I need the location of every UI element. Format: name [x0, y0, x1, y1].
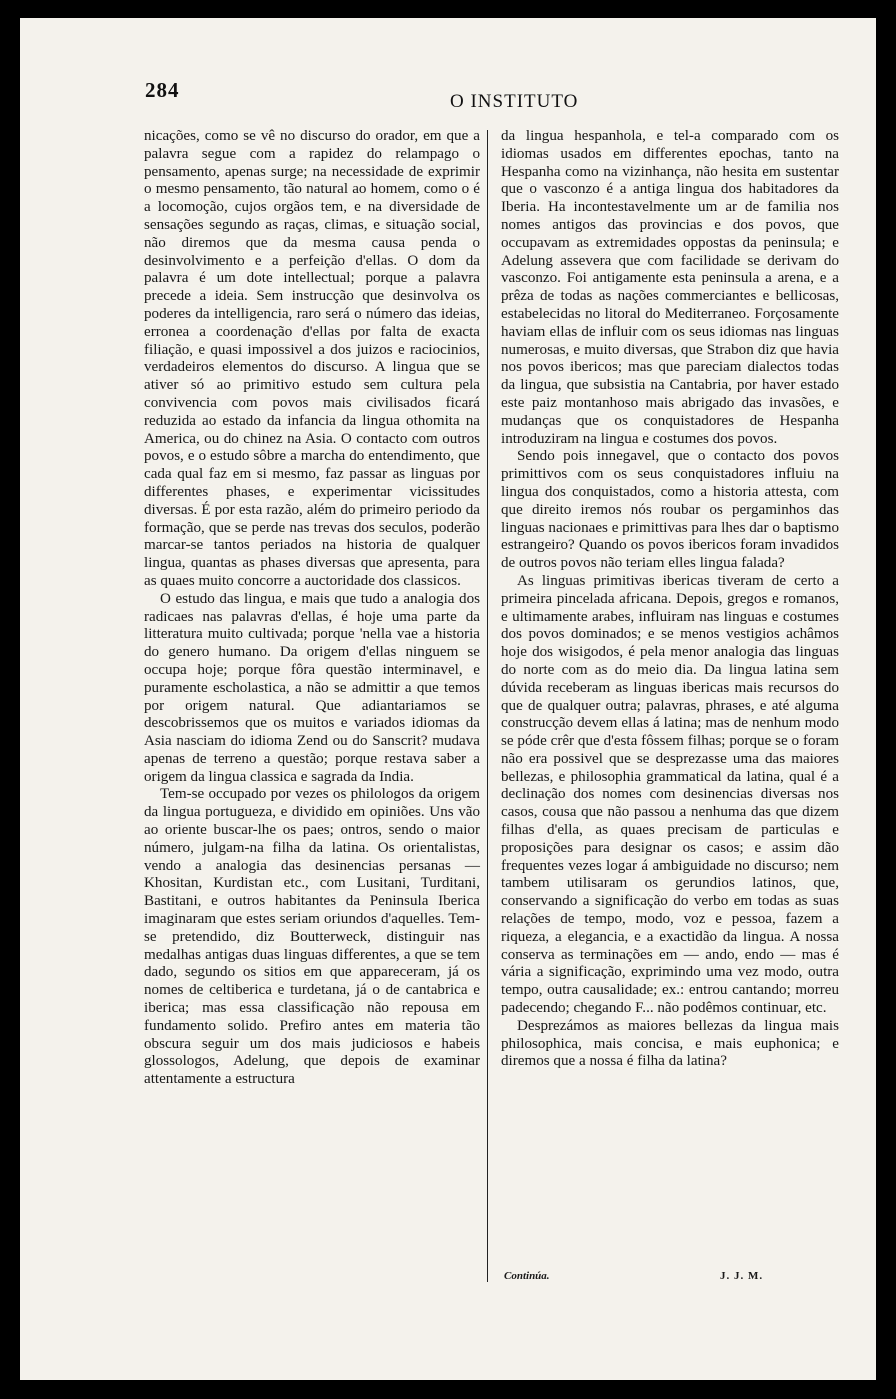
left-column — [144, 128, 480, 1380]
page-number: 284 — [145, 78, 180, 102]
left-paragraph-3: Tem-se occupado por vezes os philologos da origem da lingua portugueza, e dividido em opiniões. Uns vão ao oriente buscar-lhe os paes; ontros, sendo o maior número, julgam-na filha da latina. Os orientalistas, vendo a analogia das desinencias persanas — Khositan, Kurdistan etc., com Lusitani, Turditani, Bastitani, e outros habitantes da Peninsula Iberica imaginaram que estes seriam oriundos d'aquelles. Tem-se pretendido, diz Boutterweck, distinguir nas medalhas antigas duas linguas differentes, a que se tem dado, segundo os sitios em que appareceram, já os nomes de celtiberica e turdetana, já o de cantabrica e iberica; mas essa classificação não repousa em fundamento solido. Prefiro antes em materia tão obscura seguir um dos mais judiciosos e habeis glossologos, Adelung, que depois de examinar attentamente a estructura — [144, 786, 480, 1088]
right-column — [501, 128, 839, 1380]
continued-note: Continúa. — [504, 1270, 550, 1282]
column-divider — [487, 130, 488, 1282]
author-initials: J. J. M. — [720, 1270, 764, 1282]
right-paragraph-4: Desprezámos as maiores bellezas da lingua mais philosophica, mais concisa, e mais euphonica; e diremos que a nossa é filha da latina? — [501, 1017, 839, 1070]
left-paragraph-1: nicações, como se vê no discurso do orador, em que a palavra segue com a rapidez do relampago o pensamento, apenas surge; na necessidade de exprimir o mesmo pensamento, tão natural ao homem, como o é a locomoção, cujos orgãos tem, e na diversidade de sensações segundo as raças, climas, e situação social, não diremos que da mesma causa penda o desinvolvimento e a perfeição d'ellas. O dom da palavra é um dote intellectual; porque a palavra precede a ideia. Sem instrucção que desinvolva os poderes da intelligencia, raro será o número das ideias, erronea a coordenação d'ellas por falta de exacta filiação, e quasi impossivel a dos juizos e raciocinios, verdadeiros elementos do discurso. A lingua que se ativer só ao primitivo estudo sem cultura pela convivencia com povos mais civilisados ficará reduzida ao estado da infancia da lingua othomita na America, ou do chinez na Asia. O contacto com outros povos, e o estudo sôbre a marcha do entendimento, que cada qual faz em si mesmo, faz passar as linguas por differentes phases, e experimentar vicissitudes diversas. É por esta razão, além do primeiro periodo da formação, que se perde nas trevas dos seculos, poderão marcar-se tantos periados na historia de qualquer lingua, quantas as phases diversas que apresenta, para as quaes muito concorre a auctoridade dos classicos. — [144, 128, 480, 589]
right-paragraph-3: As linguas primitivas ibericas tiveram de certo a primeira pincelada africana. Depois, gregos e romanos, e ultimamente arabes, influiram nas linguas e costumes dos povos dominados; e se menos vestigios achâmos hoje dos wisigodos, é pela menor analogia das linguas do norte com as do meio dia. Da lingua latina sem dúvida receberam as linguas ibericas mais recursos do que de qualquer outra; palavras, phrases, e até alguma construcção devem ellas á latina; mas de nenhum modo se póde crêr que d'esta fôssem filhas; porque se o foram não era possivel que se desprezasse uma das maiores bellezas, e philosophia grammatical da latina, qual é a declinação dos nomes com desinencias diversas nos casos, cousa que não passou a nenhuma das que dizem filhas d'ella, as quaes precisam de particulas e proposições para designar os casos; e assim dão frequentes vezes logar á ambiguidade no discurso; nem tambem utilisaram os gerundios latinos, que, conservando a significação do verbo em todas as suas relações de tempo, modo, voz e pessoa, fazem a riqueza, a elegancia, e a exactidão da lingua. A nossa conserva as terminações em — ando, endo — mas é vária a significação, exprimindo uma vez modo, outra tempo, outra causalidade; ex.: entrou cantando; morreu padecendo; chegando F... não podêmos continuar, etc. — [501, 572, 839, 1017]
running-title: O INSTITUTO — [450, 91, 579, 112]
right-paragraph-2: Sendo pois innegavel, que o contacto dos povos primittivos com os seus conquistadores influiu na lingua dos conquistados, como a historia attesta, com que direito iremos nós roubar os pergaminhos das linguas nacionaes e primittivas para lhes dar o baptismo estrangeiro? Quando os povos ibericos foram invadidos de outros povos não teriam elles lingua falada? — [501, 448, 839, 572]
right-paragraph-1: da lingua hespanhola, e tel-a comparado com os idiomas usados em differentes epochas, tanto na Hespanha como na vizinhança, não hesita em sustentar que o vasconzo é a antiga lingua dos habitadores da Iberia. Ha incontestavelmente um ar de familia nos nomes antigos das provincias e dos povos, que occupavam as extremidades oppostas da peninsula; e Adelung assevera que com facilidade se derivam do vasconzo. Foi antigamente esta peninsula a arena, e a prêza de todas as nações commerciantes e bellicosas, estabelecidas no litoral do Mediterraneo. Forçosamente haviam ellas de influir com os seus idiomas nas linguas numerosas, e muito diversas, que Strabon diz que havia nos povos ibericos; mas que pareciam dialectos todas da lingua, que subsistia na Cantabria, por haver estado este paiz montanhoso mais abrigado das invasões, e mudanças que os conquistadores de Hespanha introduziram na lingua e costumes dos povos. — [501, 128, 839, 447]
journal-page — [20, 18, 876, 1380]
left-paragraph-2: O estudo das lingua, e mais que tudo a analogia dos radicaes nas palavras d'ellas, é hoje uma parte da litteratura muito cultivada; porque 'nella vae a historia do genero humano. Da origem d'ellas ninguem se occupa hoje; porque fôra questão interminavel, e puramente escholastica, a não se admittir a que temos por origem natural. Que adiantariamos se descobrissemos que os muitos e variados idiomas da Asia nasciam do idioma Zend ou do Sanscrit? mudava apenas de terreno a questão; porque restava saber a origem da lingua classica e sagrada da India. — [144, 590, 480, 785]
